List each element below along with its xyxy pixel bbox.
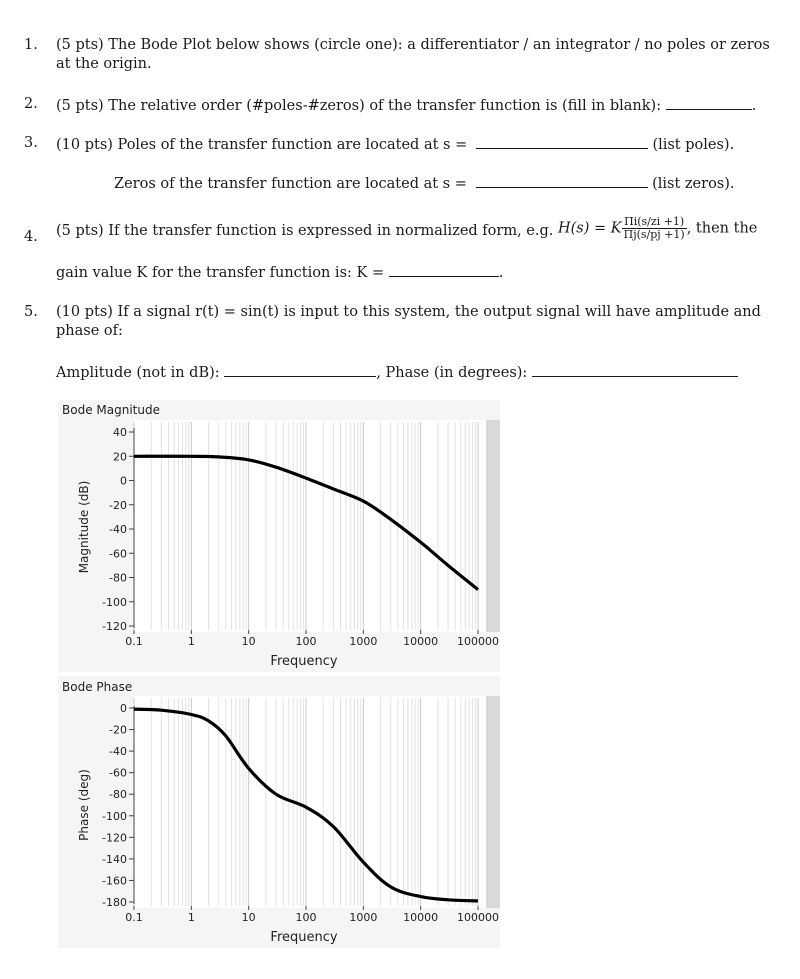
phase-xtick-label: 10000	[403, 911, 439, 924]
phase-xtick-label: 1	[187, 911, 195, 924]
phase-ylabel: Phase (deg)	[77, 769, 91, 841]
question-number: 5.	[24, 304, 38, 320]
phase-xlabel: Frequency	[270, 930, 338, 945]
magnitude-ytick-label: 0	[120, 474, 127, 488]
magnitude-ytick-label: -40	[109, 523, 127, 536]
magnitude-xtick-label: 10000	[403, 635, 439, 648]
phase-ytick-label: -80	[109, 788, 127, 802]
formula-fraction: $\frac{\Pi i(s/zi +1)}{\Pi j(s/pj +1)}$	[623, 215, 685, 241]
poles-suffix: (list poles).	[652, 137, 735, 153]
magnitude-ytick-label: -60	[109, 547, 127, 561]
magnitude-xtick-label: 1000	[349, 635, 378, 648]
phase-ytick-label: -100	[102, 809, 127, 823]
phase-xtick-label: 100000	[457, 911, 499, 924]
question-number: 2.	[24, 96, 38, 112]
question-number: 3.	[24, 135, 38, 151]
phase-ytick-label: -60	[109, 766, 127, 780]
phase-xtick-label: 10	[241, 911, 256, 924]
magnitude-xlabel: Frequency	[270, 654, 338, 669]
gain-text: gain value K for the transfer function is: K =	[56, 265, 385, 281]
question-text: (5 pts) If the transfer function is expressed in normalized form, e.g.	[56, 222, 554, 239]
magnitude-xtick-label: 1	[187, 635, 195, 648]
phase-ytick-label: -40	[109, 745, 127, 759]
phase-label: , Phase (in degrees):	[376, 365, 528, 381]
magnitude-title: Bode Magnitude	[62, 403, 160, 417]
question-text: (5 pts) The relative order (#poles-#zeros) of the transfer function is (fill in blank):	[56, 98, 662, 114]
magnitude-ytick-label: -120	[102, 620, 127, 633]
question-number: 4.	[24, 229, 38, 245]
question-number: 1.	[24, 37, 38, 53]
phase-ytick-label: -140	[102, 852, 127, 866]
phase-ytick-label: -160	[102, 874, 127, 888]
zeros-text: Zeros of the transfer function are located at s =	[114, 176, 467, 192]
formula-lhs: H(s) = K	[558, 220, 622, 237]
phase-xtick-label: 0.1	[125, 911, 143, 924]
zeros-suffix: (list zeros).	[652, 176, 735, 192]
phase-ytick-label: 0	[120, 702, 127, 715]
magnitude-plot-bg	[134, 420, 486, 632]
question-2: 2. (5 pts) The relative order (#poles-#zeros) of the transfer function is (fill in blank): .	[24, 96, 757, 114]
phase-scrollbar	[486, 696, 500, 908]
question-text: (10 pts) If a signal r(t) = sin(t) is input to this system, the output signal will have amplitude and phase of:	[56, 304, 761, 339]
question-4: 4. (5 pts) If the transfer function is expressed in normalized form, e.g. H(s) = K $\frac{\Pi i(s/zi +1)}{\Pi j(s/pj +1)}$ , then the gain value K for the transfer function is: K = .	[24, 215, 758, 281]
magnitude-ytick-label: -100	[102, 595, 127, 609]
magnitude-ytick-label: -80	[109, 571, 127, 585]
magnitude-ytick-label: -20	[109, 498, 127, 512]
question-text: (10 pts) Poles of the transfer function are located at s =	[56, 137, 468, 153]
phase-title: Bode Phase	[62, 680, 133, 694]
question-text: (5 pts) The Bode Plot below shows (circle one): a differentiator / an integrator / no poles or zeros at the origin.	[56, 37, 770, 72]
magnitude-ytick-label: 20	[113, 450, 127, 464]
phase-ytick-label: -180	[102, 896, 127, 909]
magnitude-ytick-label: 40	[113, 426, 127, 439]
magnitude-xtick-label: 100000	[457, 635, 499, 648]
phase-ytick-label: -20	[109, 723, 127, 737]
magnitude-ylabel: Magnitude (dB)	[77, 480, 91, 574]
magnitude-xtick-label: 0.1	[125, 635, 143, 648]
magnitude-xtick-label: 10	[241, 635, 256, 648]
amplitude-label: Amplitude (not in dB):	[56, 365, 220, 381]
magnitude-xtick-label: 100	[295, 635, 317, 648]
phase-plot-bg	[134, 696, 486, 908]
phase-xtick-label: 100	[295, 911, 317, 924]
phase-xtick-label: 1000	[349, 911, 378, 924]
magnitude-scrollbar	[486, 420, 500, 632]
phase-ytick-label: -120	[102, 831, 127, 845]
